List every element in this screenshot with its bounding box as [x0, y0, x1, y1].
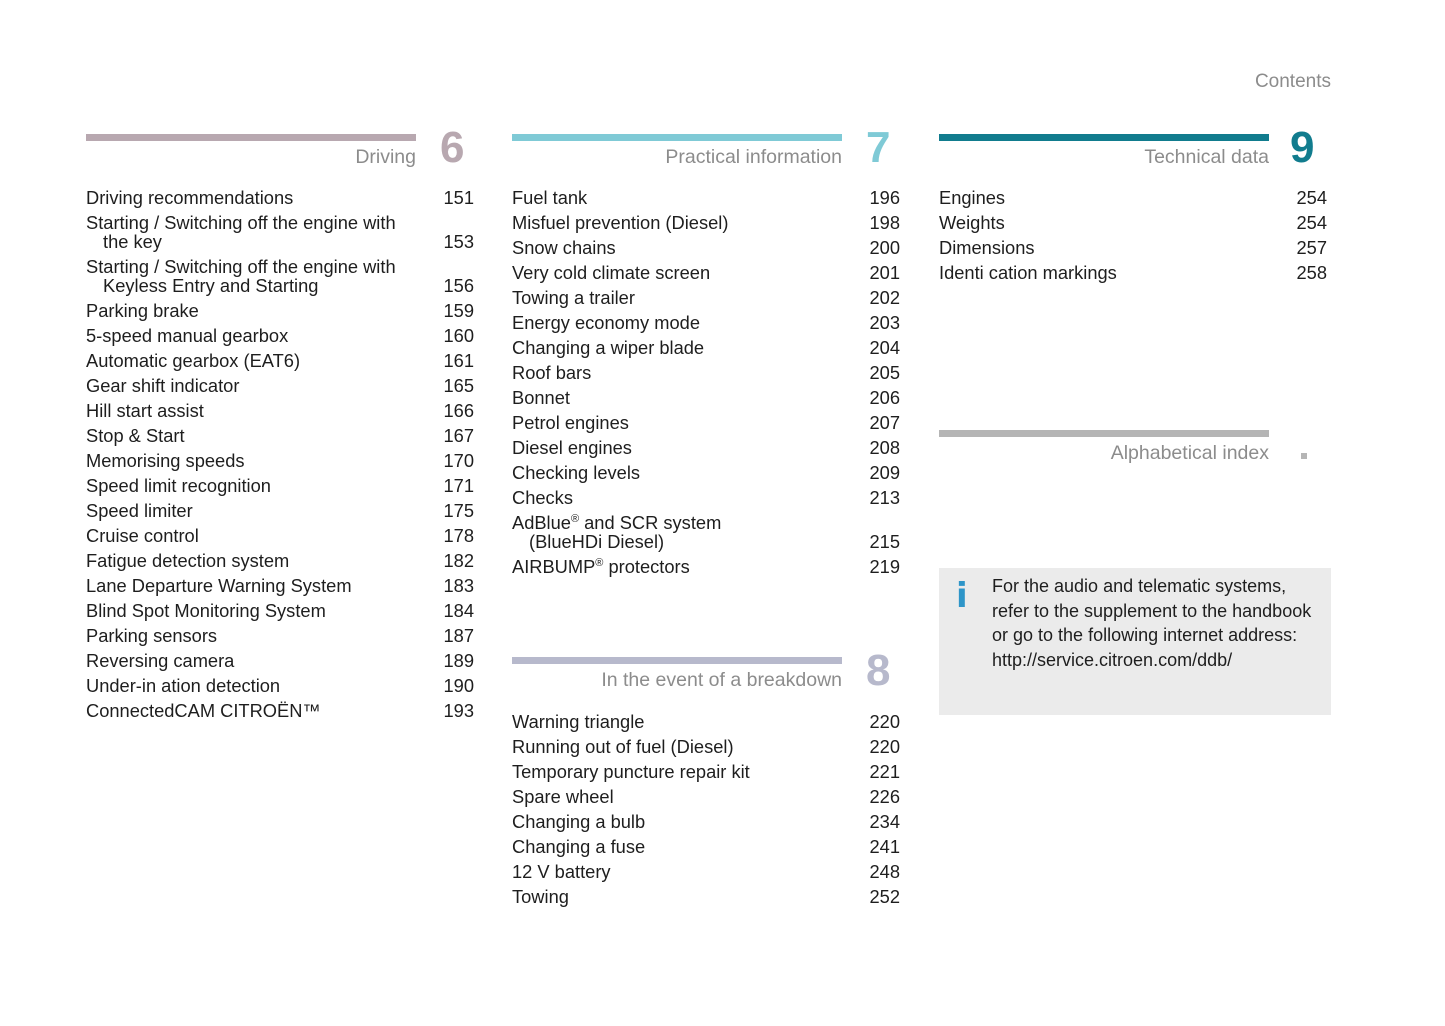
- toc-entry-page: 178: [443, 525, 474, 546]
- toc-entry-page: 220: [869, 736, 900, 757]
- toc-entry-title-text: Starting / Switching off the engine with: [86, 256, 396, 277]
- toc-entry-title: [512, 787, 900, 806]
- toc-entry-page: 207: [869, 412, 900, 433]
- toc-entry-title-text: AIRBUMP: [512, 556, 596, 577]
- toc-entry[interactable]: [86, 551, 474, 576]
- toc-entry-title-text: Reversing camera: [86, 650, 235, 671]
- toc-entry[interactable]: [939, 238, 1327, 263]
- registered-mark: ®: [570, 512, 580, 525]
- toc-entry[interactable]: [512, 737, 900, 762]
- toc-entry-page: 189: [443, 650, 474, 671]
- toc-entry[interactable]: [939, 188, 1327, 213]
- section-practical-information: [512, 123, 900, 172]
- info-line: For the audio and telematic systems,: [992, 576, 1287, 596]
- toc-entry-title: [512, 263, 900, 282]
- toc-entry-title-rest: protectors: [603, 556, 690, 577]
- toc-entry-title-text: Lane Departure Warning System: [86, 575, 352, 596]
- section-number[interactable]: 9: [1290, 123, 1315, 172]
- toc-entry-page: 201: [869, 262, 900, 283]
- section-breakdown: [512, 646, 900, 695]
- toc-entry-page: 170: [443, 450, 474, 471]
- toc-entry-title-continued: (BlueHDi Diesel): [529, 531, 665, 552]
- toc-entry[interactable]: [86, 376, 474, 401]
- toc-entry-page: 219: [869, 556, 900, 577]
- section-title[interactable]: In the event of a breakdown: [601, 669, 842, 691]
- toc-entry[interactable]: [86, 326, 474, 351]
- toc-entry-title: [512, 338, 900, 357]
- toc-entry-title-text: ConnectedCAM CITROËN™: [86, 700, 321, 721]
- toc-entry-title: [512, 712, 900, 731]
- toc-entry[interactable]: [512, 313, 900, 338]
- section-title[interactable]: Alphabetical index: [1110, 442, 1269, 464]
- toc-entry-page: 151: [443, 187, 474, 208]
- section-title[interactable]: Technical data: [1144, 146, 1269, 168]
- toc-entry-title-text: Speed limiter: [86, 500, 193, 521]
- section-title[interactable]: Practical information: [665, 146, 842, 168]
- toc-entry-title-text: Memorising speeds: [86, 450, 245, 471]
- section-number[interactable]: 6: [440, 123, 465, 172]
- toc-entry-page: 254: [1296, 187, 1327, 208]
- info-line: or go to the following internet address:: [992, 625, 1298, 645]
- toc-entry-title-text: Misfuel prevention (Diesel): [512, 212, 729, 233]
- toc-entry-page: 171: [443, 475, 474, 496]
- toc-entry[interactable]: [86, 576, 474, 601]
- toc-entry[interactable]: [86, 188, 474, 213]
- toc-entry-title-text: Changing a fuse: [512, 836, 646, 857]
- toc-entry[interactable]: [512, 413, 900, 438]
- toc-entry-page: 248: [869, 861, 900, 882]
- section-title[interactable]: Driving: [355, 146, 416, 168]
- toc-entry-title-text: Changing a bulb: [512, 811, 646, 832]
- toc-entry[interactable]: [512, 288, 900, 313]
- toc-entry[interactable]: [86, 351, 474, 376]
- toc-entry-page: 183: [443, 575, 474, 596]
- toc-entry-page: 160: [443, 325, 474, 346]
- toc-entry-page: 234: [869, 811, 900, 832]
- toc-entry[interactable]: [86, 526, 474, 551]
- toc-entry-title: [512, 238, 900, 257]
- toc-entry[interactable]: [86, 213, 474, 257]
- toc-entry-page: 182: [443, 550, 474, 571]
- toc-entry-title-text: Gear shift indicator: [86, 375, 240, 396]
- toc-entry-title: [512, 363, 900, 382]
- toc-entry-title: [86, 476, 474, 495]
- toc-entry[interactable]: [512, 463, 900, 488]
- toc-entry-page: 161: [443, 350, 474, 371]
- toc-entry-title-text: Weights: [939, 212, 1005, 233]
- toc-entry-title: [512, 213, 900, 232]
- section-number[interactable]: 7: [866, 123, 891, 172]
- toc-entry-title: [512, 737, 900, 756]
- toc-entry-title-text: Cruise control: [86, 525, 199, 546]
- section-bar: [512, 657, 842, 664]
- toc-entry-title: [512, 513, 900, 532]
- toc-entry-title-text: Automatic gearbox (EAT6): [86, 350, 301, 371]
- toc-entry[interactable]: [86, 676, 474, 701]
- toc-entry-page: 202: [869, 287, 900, 308]
- info-icon: i: [956, 576, 968, 616]
- toc-entry-title-text: Very cold climate screen: [512, 262, 711, 283]
- toc-entry-title: [512, 862, 900, 881]
- toc-entry[interactable]: [512, 787, 900, 812]
- toc-entry-title: [86, 701, 474, 720]
- toc-entry-title-text: Towing: [512, 886, 569, 907]
- toc-entry[interactable]: [512, 837, 900, 862]
- toc-entry[interactable]: [86, 401, 474, 426]
- toc-entry-title: [86, 401, 474, 420]
- toc-entry-title: [512, 413, 900, 432]
- toc-entry-page: 190: [443, 675, 474, 696]
- toc-entry-title: [86, 626, 474, 645]
- toc-entry-page: 241: [869, 836, 900, 857]
- toc-entry-page: 196: [869, 187, 900, 208]
- toc-entry-title-text: Parking sensors: [86, 625, 218, 646]
- toc-entry[interactable]: [512, 513, 900, 557]
- toc-entry-title: [512, 388, 900, 407]
- toc-entry[interactable]: [512, 363, 900, 388]
- section-driving: [86, 123, 474, 172]
- toc-entry[interactable]: [512, 887, 900, 912]
- toc-entry[interactable]: [512, 388, 900, 413]
- toc-entry-title-text: Spare wheel: [512, 786, 614, 807]
- toc-entry-title-text: Diesel engines: [512, 437, 632, 458]
- toc-entry-page: 165: [443, 375, 474, 396]
- toc-entry-title: [86, 426, 474, 445]
- toc-entry-title: [512, 887, 900, 906]
- toc-entry-title: [939, 213, 1327, 232]
- toc-entry-title-text: AdBlue: [512, 512, 571, 533]
- toc-entry[interactable]: [512, 213, 900, 238]
- toc-entry-title: [512, 288, 900, 307]
- toc-entry-page: 156: [443, 275, 474, 296]
- toc-entry-page: 221: [869, 761, 900, 782]
- toc-entry-title: [86, 188, 474, 207]
- toc-entry-title: [86, 576, 474, 595]
- toc-entry[interactable]: [512, 188, 900, 213]
- page-header-contents: Contents: [1254, 71, 1331, 92]
- toc-entry-page: 175: [443, 500, 474, 521]
- toc-entry-title: [86, 351, 474, 370]
- toc-entry-title-text: Dimensions: [939, 237, 1035, 258]
- toc-entry-page: 203: [869, 312, 900, 333]
- index-marker: [1301, 453, 1307, 459]
- toc-entry-title: [86, 326, 474, 345]
- toc-entry-title-text: 12 V battery: [512, 861, 611, 882]
- toc-entry-page: 166: [443, 400, 474, 421]
- toc-entry[interactable]: [939, 213, 1327, 238]
- toc-entry-title-text: Identi cation markings: [939, 262, 1117, 283]
- toc-entry-title-text: Checks: [512, 487, 573, 508]
- toc-entry[interactable]: [86, 451, 474, 476]
- toc-entry-title-text: Driving recommendations: [86, 187, 294, 208]
- toc-entry-title-text: Speed limit recognition: [86, 475, 271, 496]
- toc-entry[interactable]: [86, 501, 474, 526]
- toc-entry-page: 198: [869, 212, 900, 233]
- toc-entry-title-text: Hill start assist: [86, 400, 204, 421]
- toc-entry[interactable]: [86, 626, 474, 651]
- toc-entry-page: 215: [869, 531, 900, 552]
- toc-entry-page: 167: [443, 425, 474, 446]
- toc-entry-title: [939, 263, 1327, 282]
- toc-entry-title-text: Fuel tank: [512, 187, 588, 208]
- toc-entry[interactable]: [939, 263, 1327, 288]
- toc-entry-title: [939, 238, 1327, 257]
- toc-entry-title-text: Snow chains: [512, 237, 616, 258]
- toc-entry-title: [86, 213, 474, 232]
- toc-list-breakdown: [512, 712, 900, 912]
- toc-list-practical: [512, 188, 900, 582]
- toc-entry-page: 254: [1296, 212, 1327, 233]
- toc-entry-title-continued: Keyless Entry and Starting: [103, 275, 319, 296]
- section-bar: [939, 430, 1269, 437]
- toc-entry-title-text: Starting / Switching off the engine with: [86, 212, 396, 233]
- toc-entry[interactable]: [86, 701, 474, 726]
- toc-entry-title: [512, 313, 900, 332]
- toc-entry-title: [86, 301, 474, 320]
- section-bar: [512, 134, 842, 141]
- toc-entry-title: [512, 463, 900, 482]
- section-bar: [939, 134, 1269, 141]
- toc-entry-title-text: Checking levels: [512, 462, 641, 483]
- toc-entry[interactable]: [86, 257, 474, 301]
- toc-entry-page: 204: [869, 337, 900, 358]
- toc-entry-title-text: Warning triangle: [512, 711, 645, 732]
- toc-entry-title: [512, 762, 900, 781]
- toc-entry-page: 153: [443, 231, 474, 252]
- toc-entry[interactable]: [512, 712, 900, 737]
- toc-entry-page: 258: [1296, 262, 1327, 283]
- toc-entry[interactable]: [512, 263, 900, 288]
- toc-entry-title-text: Running out of fuel (Diesel): [512, 736, 734, 757]
- toc-entry-title-text: Bonnet: [512, 387, 570, 408]
- toc-entry-page: 252: [869, 886, 900, 907]
- toc-entry-title-text: Under-in ation detection: [86, 675, 281, 696]
- toc-entry-page: 220: [869, 711, 900, 732]
- toc-entry-page: 193: [443, 700, 474, 721]
- toc-entry-title-continued: the key: [103, 231, 162, 252]
- toc-entry[interactable]: [86, 301, 474, 326]
- toc-entry-title-text: Energy economy mode: [512, 312, 700, 333]
- toc-entry-title: [512, 837, 900, 856]
- toc-entry[interactable]: [512, 488, 900, 513]
- toc-entry-title: [512, 488, 900, 507]
- toc-entry-title-text: Roof bars: [512, 362, 592, 383]
- toc-entry-title: [939, 188, 1327, 207]
- toc-entry[interactable]: [86, 476, 474, 501]
- toc-entry-title: [86, 601, 474, 620]
- toc-entry[interactable]: [86, 601, 474, 626]
- toc-entry-title-text: 5-speed manual gearbox: [86, 325, 289, 346]
- info-link[interactable]: http://service.citroen.com/ddb/: [992, 649, 1233, 670]
- toc-entry[interactable]: [512, 762, 900, 787]
- toc-entry-page: 213: [869, 487, 900, 508]
- section-number[interactable]: 8: [866, 646, 891, 695]
- toc-entry-page: 226: [869, 786, 900, 807]
- toc-entry-page: 184: [443, 600, 474, 621]
- toc-entry-title-text: Temporary puncture repair kit: [512, 761, 750, 782]
- toc-entry[interactable]: [512, 338, 900, 363]
- toc-entry-title-text: Changing a wiper blade: [512, 337, 705, 358]
- toc-list-technical: [939, 188, 1327, 288]
- toc-entry-title: [86, 501, 474, 520]
- toc-entry-title: [86, 526, 474, 545]
- toc-entry-page: 209: [869, 462, 900, 483]
- toc-entry-title-text: Stop & Start: [86, 425, 185, 446]
- toc-entry-title: [86, 451, 474, 470]
- info-text: [992, 574, 1311, 672]
- toc-entry-title-rest: and SCR system: [579, 512, 722, 533]
- toc-entry-page: 205: [869, 362, 900, 383]
- toc-entry-page: 159: [443, 300, 474, 321]
- toc-entry[interactable]: [512, 238, 900, 263]
- toc-entry-title: [512, 812, 900, 831]
- toc-entry-page: 208: [869, 437, 900, 458]
- section-technical-data: [939, 123, 1327, 172]
- info-line: refer to the supplement to the handbook: [992, 600, 1312, 621]
- toc-entry-title: [512, 438, 900, 457]
- toc-entry-title: [86, 651, 474, 670]
- toc-entry-title-text: Parking brake: [86, 300, 199, 321]
- toc-entry-page: 200: [869, 237, 900, 258]
- toc-entry-page: 206: [869, 387, 900, 408]
- info-box: [939, 568, 1331, 715]
- toc-entry-title: [86, 676, 474, 695]
- section-bar: [86, 134, 416, 141]
- toc-entry-title-text: Towing a trailer: [512, 287, 635, 308]
- toc-entry[interactable]: [86, 651, 474, 676]
- toc-entry-title-text: Blind Spot Monitoring System: [86, 600, 326, 621]
- toc-entry-title: [512, 557, 900, 576]
- toc-entry[interactable]: [512, 862, 900, 887]
- toc-entry[interactable]: [512, 812, 900, 837]
- toc-entry-title: [86, 257, 474, 276]
- toc-entry-title-text: Engines: [939, 187, 1006, 208]
- toc-entry-title-text: Petrol engines: [512, 412, 629, 433]
- toc-entry-page: 187: [443, 625, 474, 646]
- registered-mark: ®: [595, 556, 604, 569]
- toc-entry[interactable]: [512, 438, 900, 463]
- toc-entry-title-text: Fatigue detection system: [86, 550, 290, 571]
- toc-entry-title: [86, 551, 474, 570]
- toc-entry-page: 257: [1296, 237, 1327, 258]
- toc-entry[interactable]: [512, 557, 900, 582]
- toc-entry-title: [512, 188, 900, 207]
- toc-list-driving: [86, 188, 474, 726]
- section-alphabetical-index: [939, 430, 1327, 464]
- toc-entry-title: [86, 376, 474, 395]
- toc-entry[interactable]: [86, 426, 474, 451]
